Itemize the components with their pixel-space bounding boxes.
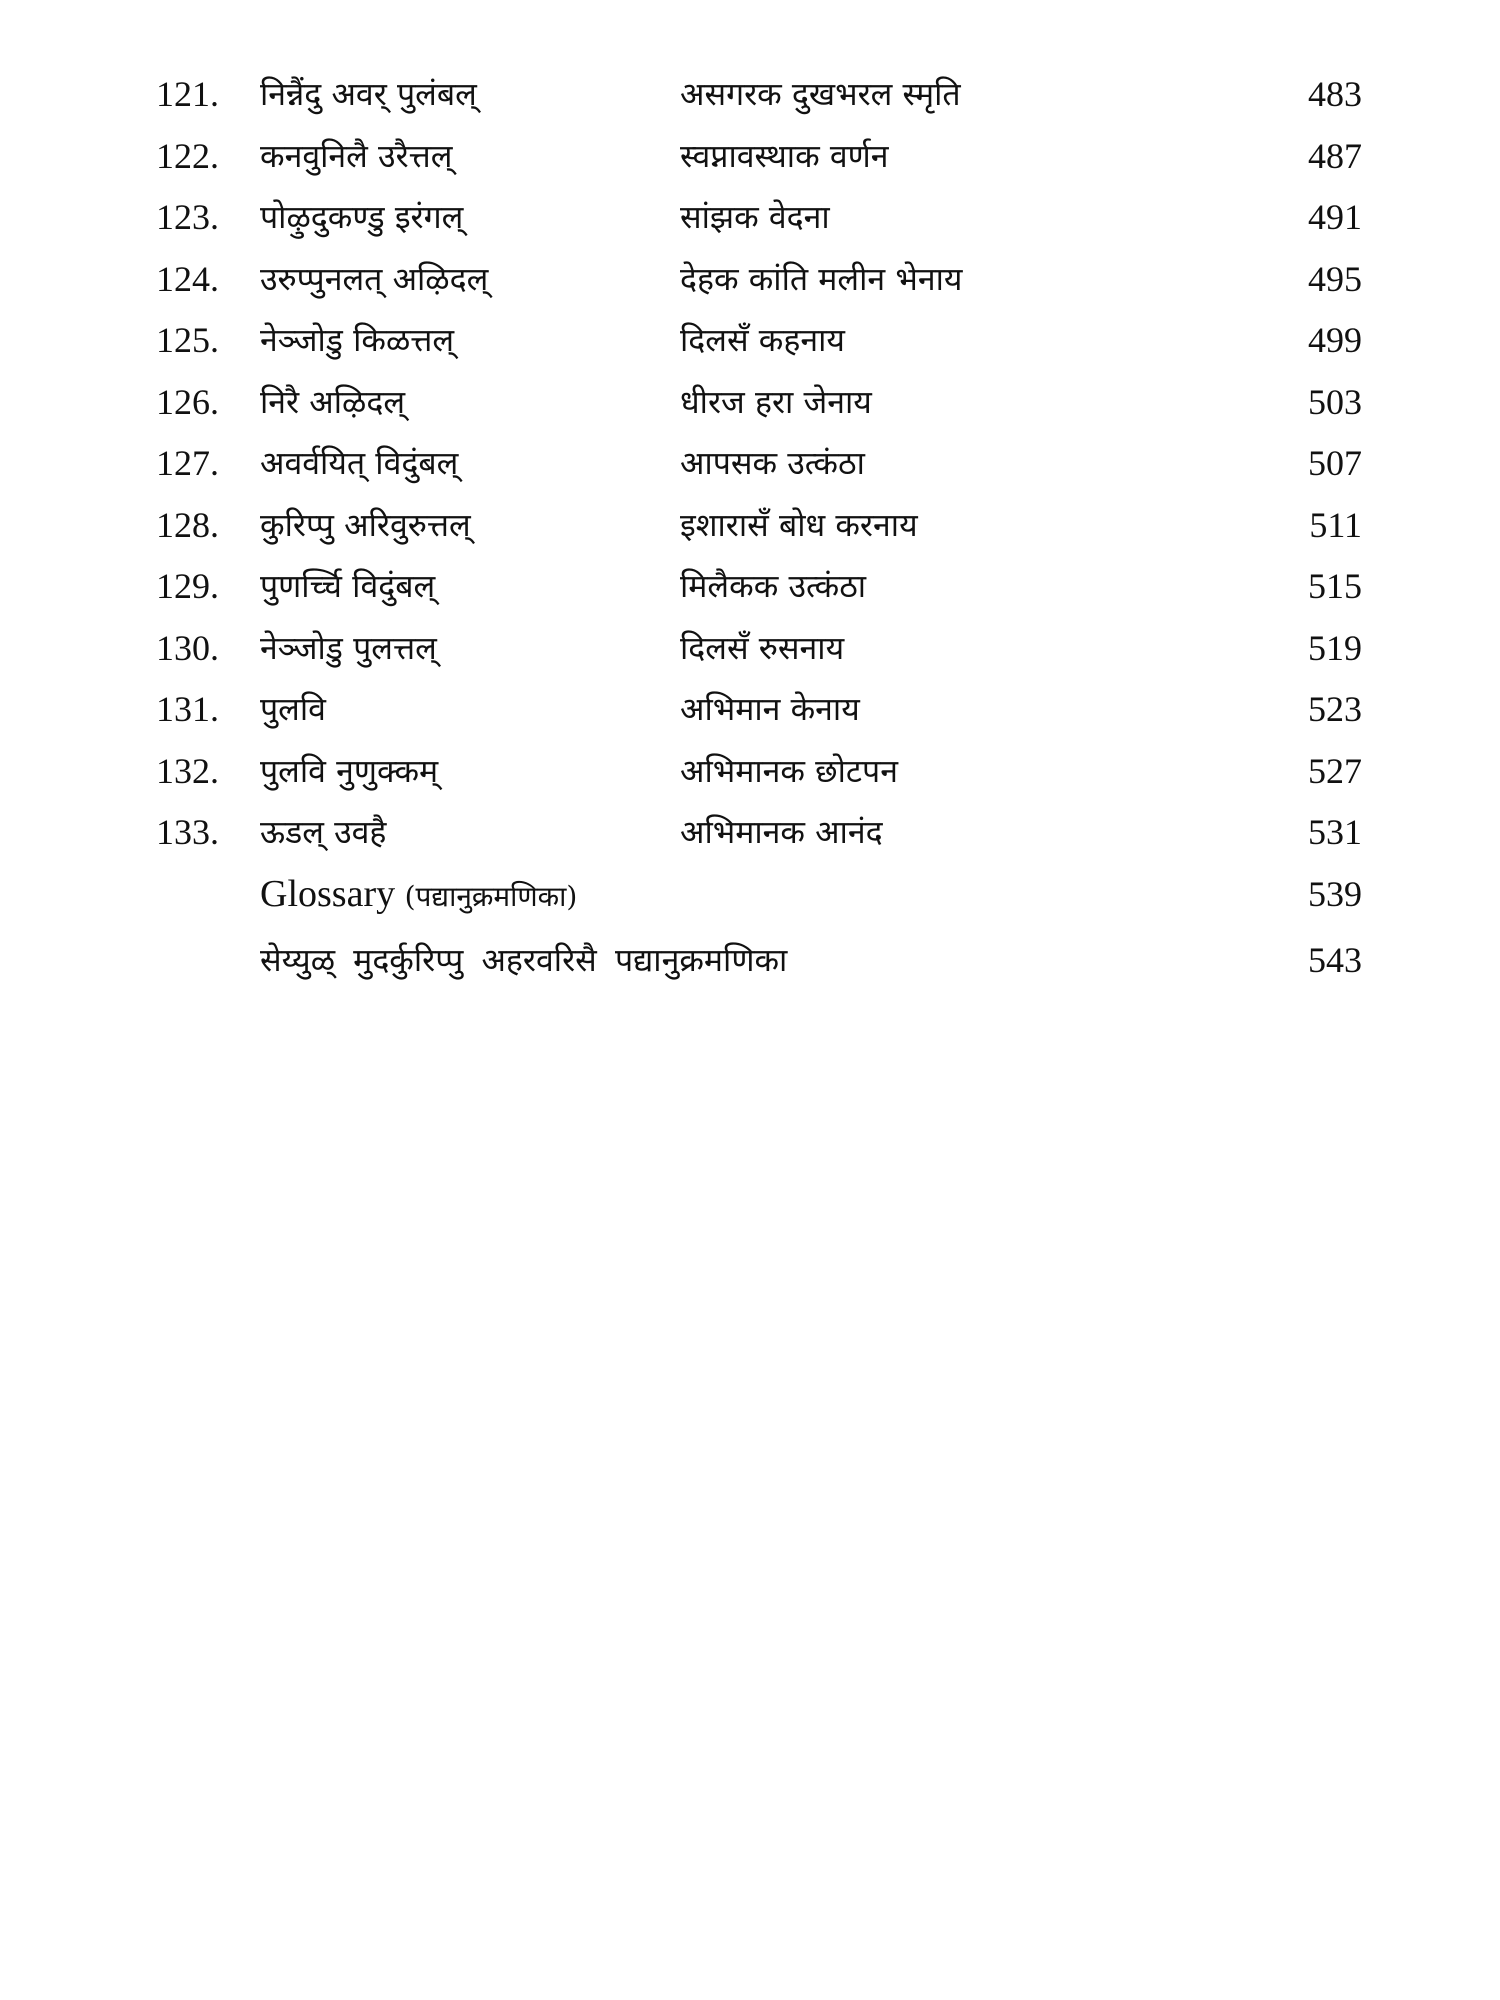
chapter-number: 126. <box>156 381 219 422</box>
maithili-title: देहक कांति मलीन भेनाय <box>680 259 963 298</box>
maithili-title: असगरक दुखभरल स्मृति <box>680 75 961 113</box>
tamil-title: पुलवि <box>260 690 326 728</box>
chapter-number: 132. <box>156 750 219 791</box>
maithili-title: अभिमानक आनंद <box>680 813 883 851</box>
toc-row[interactable] <box>0 558 1500 620</box>
toc-row[interactable] <box>0 497 1500 559</box>
page-number: 531 <box>1308 812 1362 852</box>
toc-row[interactable] <box>0 743 1500 805</box>
maithili-title: अभिमान केनाय <box>680 690 860 728</box>
toc-row[interactable] <box>0 312 1500 374</box>
toc-row[interactable] <box>0 128 1500 190</box>
tamil-title: अवर्वयित् विदुंबल् <box>260 444 459 482</box>
verse-index-page-number: 543 <box>1308 939 1362 980</box>
maithili-title: मिलैकक उत्कंठा <box>680 567 867 605</box>
page-number: 499 <box>1308 320 1362 360</box>
maithili-title: अभिमानक छोटपन <box>680 751 898 790</box>
tamil-title: पुणर्च्चि विदुंबल् <box>260 567 436 605</box>
chapter-number: 124. <box>156 258 219 299</box>
page-number: 507 <box>1308 443 1362 483</box>
page-number: 495 <box>1308 258 1362 299</box>
glossary-title <box>260 866 577 925</box>
page-number: 523 <box>1308 689 1362 729</box>
maithili-title: आपसक उत्कंठा <box>680 444 865 482</box>
chapter-number: 122. <box>156 135 219 176</box>
toc-row[interactable] <box>0 251 1500 313</box>
tamil-title: ऊडल् उवहै <box>260 813 387 851</box>
tamil-title: उरुप्पुनलत् अऴिदल् <box>260 259 489 298</box>
maithili-title: इशारासँ बोध करनाय <box>680 505 918 544</box>
tamil-title: कुरिप्पु अरिवुरुत्तल् <box>260 505 471 544</box>
toc-row[interactable] <box>0 189 1500 251</box>
page-number: 483 <box>1308 74 1362 114</box>
chapter-number: 121. <box>156 74 219 114</box>
glossary-label: Glossary <box>260 872 396 915</box>
maithili-title: धीरज हरा जेनाय <box>680 382 872 421</box>
chapter-number: 131. <box>156 689 219 729</box>
page-number: 503 <box>1308 381 1362 422</box>
tamil-title: निन्नैंदु अवर् पुलंबल् <box>260 75 477 113</box>
tamil-title: कनवुनिलै उरैत्तल् <box>260 136 453 175</box>
maithili-title: दिलसँ कहनाय <box>680 321 845 359</box>
toc-row[interactable] <box>0 435 1500 497</box>
verse-index-title: सेय्युळ् मुदर्कुरिप्पु अहरवरिसै पद्यानुक्रमणिका <box>260 940 788 979</box>
page-number: 519 <box>1308 627 1362 668</box>
glossary-subtitle: (पद्यानुक्रमणिका) <box>404 879 578 913</box>
chapter-number: 130. <box>156 627 219 668</box>
tamil-title: पोऴुदुकण्डु इरंगल् <box>260 198 464 236</box>
tamil-title: नेञ्जोडु किळत्तल् <box>260 321 455 359</box>
page-number: 515 <box>1308 566 1362 606</box>
chapter-number: 123. <box>156 197 219 237</box>
verse-index-row[interactable] <box>0 932 1500 998</box>
toc-row[interactable] <box>0 620 1500 682</box>
tamil-title: पुलवि नुणुक्कम् <box>260 751 439 790</box>
chapter-number: 129. <box>156 566 219 606</box>
page-number: 527 <box>1308 750 1362 791</box>
page-number: 511 <box>1309 504 1362 545</box>
chapter-number: 127. <box>156 443 219 483</box>
glossary-page-number: 539 <box>1308 873 1362 914</box>
page-number: 487 <box>1308 135 1362 176</box>
page-number: 491 <box>1308 197 1362 237</box>
chapter-number: 128. <box>156 504 219 545</box>
chapter-number: 125. <box>156 320 219 360</box>
toc-row[interactable] <box>0 66 1500 128</box>
toc-row[interactable] <box>0 681 1500 743</box>
table-of-contents <box>0 66 1500 998</box>
maithili-title: सांझक वेदना <box>680 198 830 236</box>
tamil-title: निरै अऴिदल् <box>260 382 406 421</box>
tamil-title: नेञ्जोडु पुलत्तल् <box>260 628 437 667</box>
maithili-title: दिलसँ रुसनाय <box>680 628 845 667</box>
maithili-title: स्वप्नावस्थाक वर्णन <box>680 136 889 175</box>
toc-row[interactable] <box>0 374 1500 436</box>
toc-row[interactable] <box>0 804 1500 866</box>
chapter-number: 133. <box>156 812 219 852</box>
glossary-row[interactable] <box>0 866 1500 932</box>
